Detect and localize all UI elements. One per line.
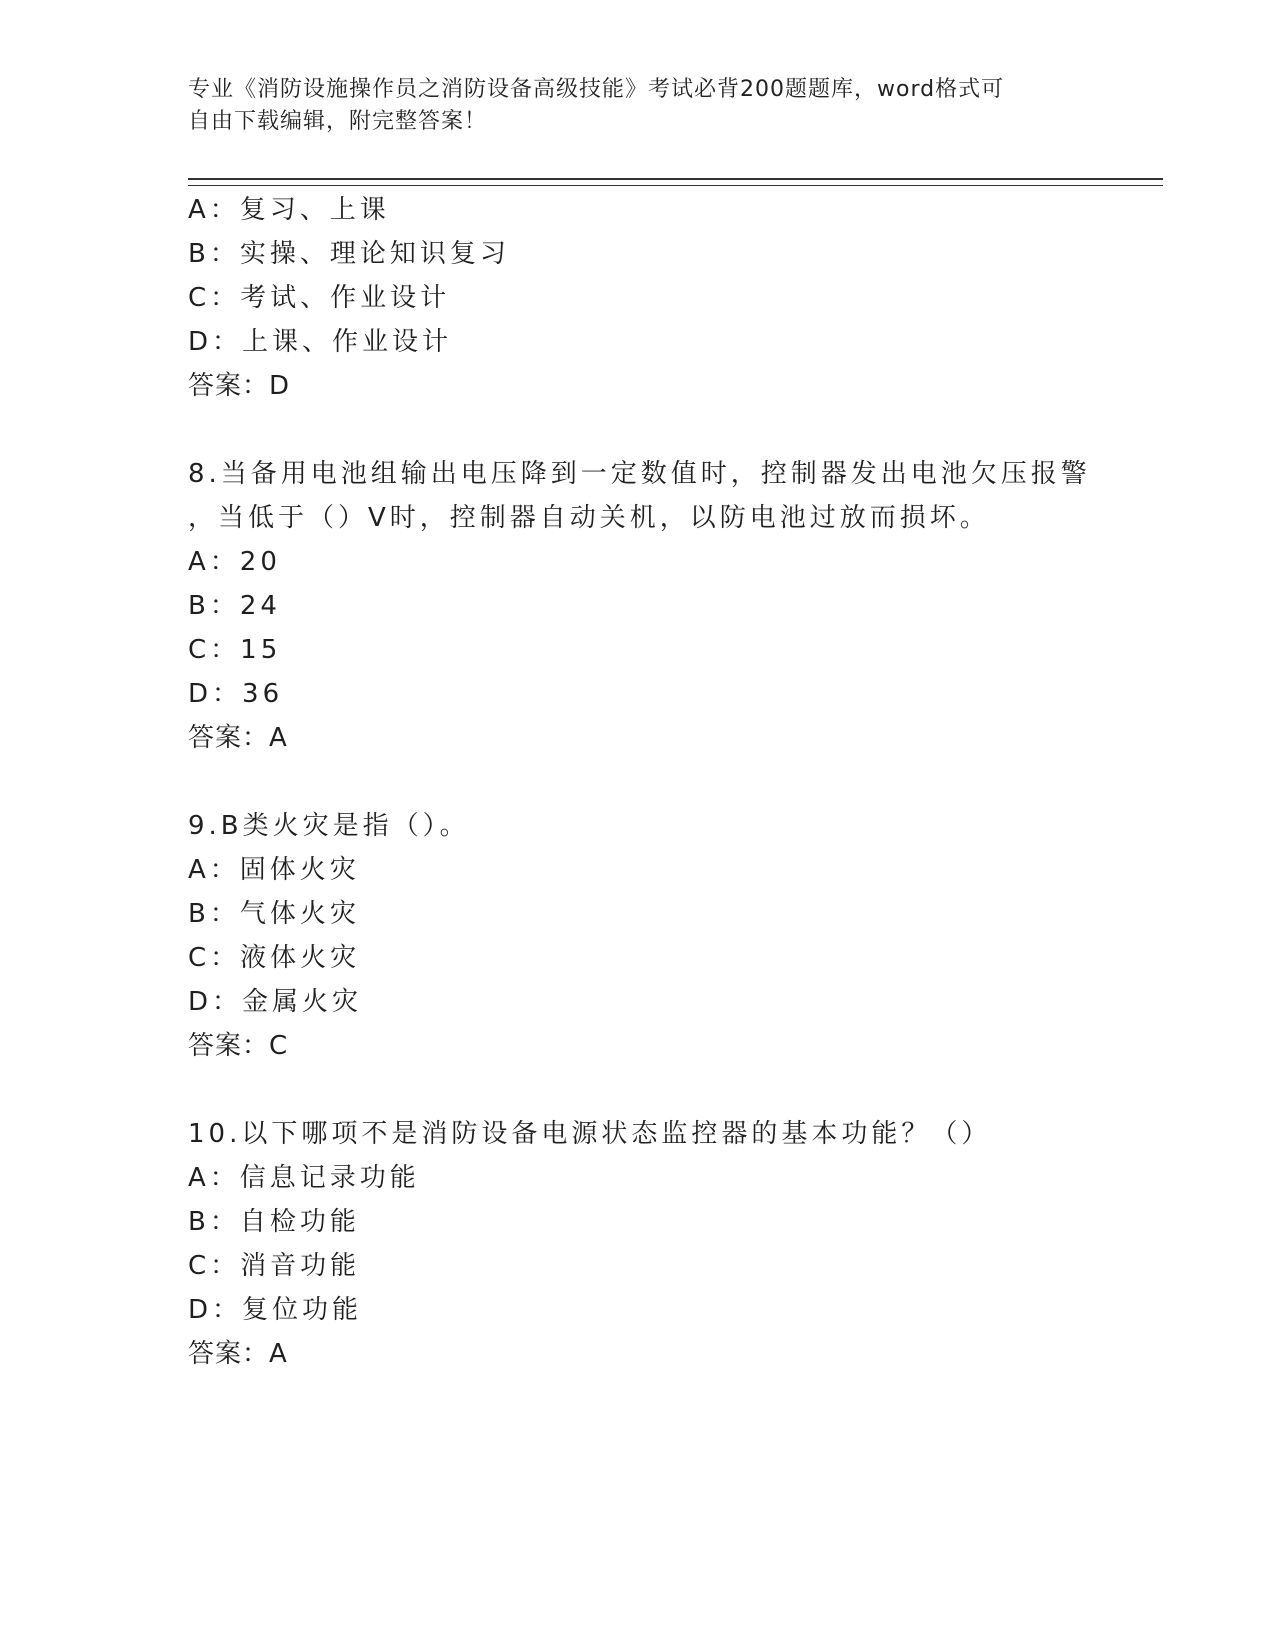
page-header bbox=[188, 74, 1088, 138]
q8-option-c: C：15 bbox=[188, 635, 282, 665]
header-rule bbox=[188, 178, 1163, 186]
header-line-2: 自由下载编辑，附完整答案！ bbox=[188, 109, 488, 134]
q7-answer: 答案：D bbox=[188, 371, 291, 401]
q8-option-d: D：36 bbox=[188, 679, 284, 709]
q10-option-d: D：复位功能 bbox=[188, 1295, 363, 1325]
q9-option-b: B：气体火灾 bbox=[188, 899, 360, 929]
q9-answer: 答案：C bbox=[188, 1031, 289, 1061]
q10-option-c: C：消音功能 bbox=[188, 1251, 361, 1281]
q8-option-b: B：24 bbox=[188, 591, 281, 621]
q9-option-d: D：金属火灾 bbox=[188, 987, 363, 1017]
q10-answer: 答案：A bbox=[188, 1339, 288, 1369]
q8-answer: 答案：A bbox=[188, 723, 288, 753]
q7-option-d: D：上课、作业设计 bbox=[188, 327, 453, 357]
q10-option-a: A：信息记录功能 bbox=[188, 1163, 420, 1193]
q9-stem: 9.B类火灾是指（）。 bbox=[188, 811, 470, 841]
q7-option-b: B：实操、理论知识复习 bbox=[188, 239, 510, 269]
q8-stem-line-1: 8.当备用电池组输出电压降到一定数值时，控制器发出电池欠压报警 bbox=[188, 459, 1091, 489]
q7-option-a: A：复习、上课 bbox=[188, 195, 390, 225]
q10-stem: 10.以下哪项不是消防设备电源状态监控器的基本功能？（） bbox=[188, 1119, 992, 1149]
q8-stem-line-2: ，当低于（）V时，控制器自动关机，以防电池过放而损坏。 bbox=[188, 503, 990, 533]
q10-option-b: B：自检功能 bbox=[188, 1207, 360, 1237]
q7-option-c: C：考试、作业设计 bbox=[188, 283, 451, 313]
q9-option-a: A：固体火灾 bbox=[188, 855, 360, 885]
header-line-1: 专业《消防设施操作员之消防设备高级技能》考试必背200题题库，word格式可 bbox=[188, 77, 1005, 102]
q8-option-a: A：20 bbox=[188, 547, 281, 577]
q9-option-c: C：液体火灾 bbox=[188, 943, 361, 973]
